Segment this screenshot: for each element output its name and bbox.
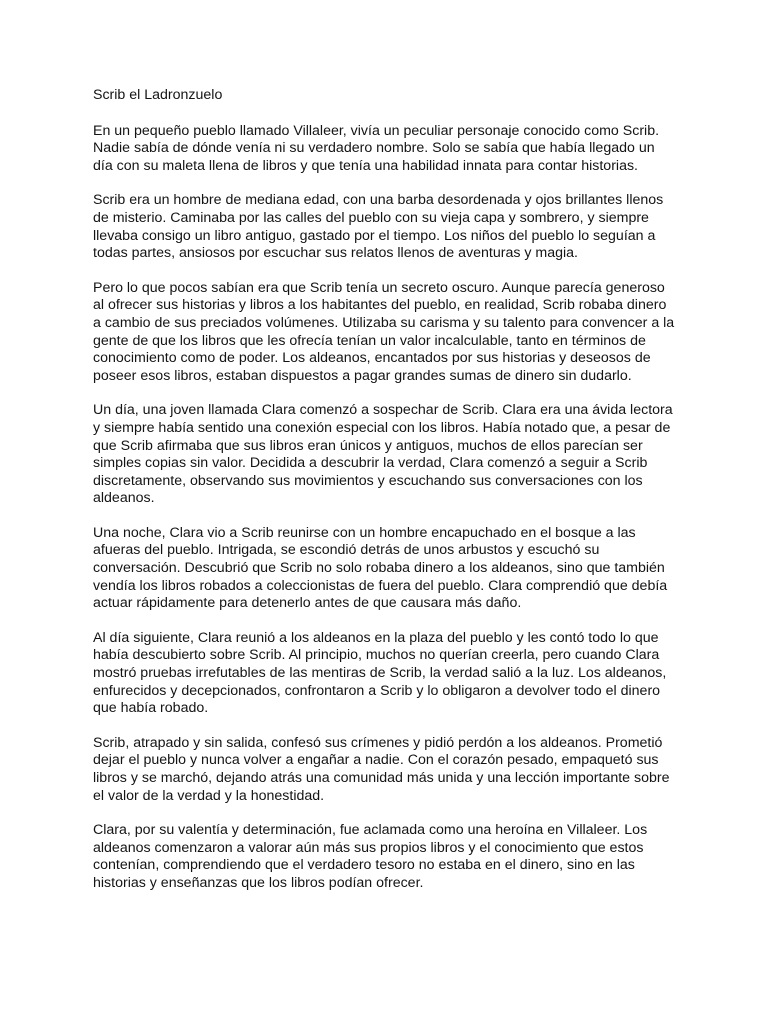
paragraph-line: de misterio. Caminaba por las calles del pueblo con su vieja capa y sombrero, y siempre [93,209,649,226]
paragraph-line: afueras del pueblo. Intrigada, se escondió detrás de unos arbustos y escuchó su [93,542,600,559]
paragraph [93,630,693,718]
paragraph-line: simples copias sin valor. Decidida a descubrir la verdad, Clara comenzó a seguir a Scrib [93,455,648,472]
paragraph-line: a cambio de sus preciados volúmenes. Utilizaba su carisma y su talento para convencer a la [93,314,675,331]
paragraph-line: Pero lo que pocos sabían era que Scrib tenía un secreto oscuro. Aunque parecía generoso [93,279,665,296]
paragraph-line: discretamente, observando sus movimientos y escuchando sus conversaciones con los [93,472,643,489]
paragraph [93,822,693,892]
paragraph-line: el valor de la verdad y la honestidad. [93,787,325,804]
paragraph-line: llevaba consigo un libro antiguo, gastado por el tiempo. Los niños del pueblo lo seguían a [93,227,656,244]
paragraph-line: enfurecidos y decepcionados, confrontaron a Scrib y lo obligaron a devolver todo el dinero [93,682,661,699]
paragraph [93,280,693,386]
paragraph-line: al ofrecer sus historias y libros a los habitantes del pueblo, en realidad, Scrib robaba dinero [93,297,667,314]
document-body [93,123,693,893]
paragraph-line: gente de que los libros que les ofrecía tenían un valor incalculable, tanto en términos de [93,332,646,349]
paragraph-line: contenían, comprendiendo que el verdadero tesoro no estaba en el dinero, sino en las [93,857,635,874]
document-title: Scrib el Ladronzuelo [93,87,223,103]
paragraph-line: que Scrib afirmaba que sus libros eran únicos y antiguos, muchos de ellos parecían ser [93,437,643,454]
paragraph [93,123,693,176]
paragraph-line: Scrib, atrapado y sin salida, confesó sus crímenes y pidió perdón a los aldeanos. Prometió [93,734,663,751]
paragraph-line: conversación. Descubrió que Scrib no solo robaba dinero a los aldeanos, sino que también [93,560,665,577]
paragraph-line: En un pequeño pueblo llamado Villaleer, vivía un peculiar personaje conocido como Scrib. [93,122,660,139]
paragraph [93,402,693,508]
paragraph-line: actuar rápidamente para detenerlo antes de que causara más daño. [93,595,522,612]
paragraph-line: Clara, por su valentía y determinación, fue aclamada como una heroína en Villaleer. Los [93,822,648,839]
paragraph-line: que había robado. [93,700,209,717]
paragraph-line: aldeanos. [93,490,155,507]
paragraph [93,192,693,262]
paragraph-line: dejar el pueblo y nunca volver a engañar a nadie. Con el corazón pesado, empaquetó sus [93,752,659,769]
paragraph-line: poseer esos libros, estaban dispuestos a pagar grandes sumas de dinero sin dudarlo. [93,367,632,384]
paragraph-line: Al día siguiente, Clara reunió a los aldeanos en la plaza del pueblo y les contó todo lo que [93,629,659,646]
paragraph-line: Una noche, Clara vio a Scrib reunirse con un hombre encapuchado en el bosque a las [93,524,636,541]
paragraph-line: mostró pruebas irrefutables de las mentiras de Scrib, la verdad salió a la luz. Los aldeanos, [93,665,667,682]
paragraph-line: vendía los libros robados a coleccionistas de fuera del pueblo. Clara comprendió que debía [93,577,668,594]
paragraph-line: había descubierto sobre Scrib. Al principio, muchos no querían creerla, pero cuando Clara [93,647,660,664]
paragraph [93,525,693,613]
paragraph-line: Nadie sabía de dónde venía ni su verdadero nombre. Solo se sabía que había llegado un [93,140,655,157]
paragraph-line: aldeanos comenzaron a valorar aún más sus propios libros y el conocimiento que estos [93,839,644,856]
paragraph-line: libros y se marchó, dejando atrás una comunidad más unida y una lección importante sobre [93,770,670,786]
paragraph-line: historias y enseñanzas que los libros podían ofrecer. [93,874,424,891]
paragraph-line: Scrib era un hombre de mediana edad, con una barba desordenada y ojos brillantes llenos [93,192,664,209]
document-page [93,87,693,910]
paragraph-line: día con su maleta llena de libros y que tenía una habilidad innata para contar historias. [93,157,638,174]
paragraph-line: Un día, una joven llamada Clara comenzó a sospechar de Scrib. Clara era una ávida lectora [93,402,673,419]
paragraph-line: y siempre había sentido una conexión especial con los libros. Había notado que, a pesar de [93,419,671,436]
paragraph-line: conocimiento como de poder. Los aldeanos, encantados por sus historias y deseosos de [93,350,651,367]
paragraph-line: todas partes, ansiosos por escuchar sus relatos llenos de aventuras y magia. [93,245,579,262]
paragraph [93,735,693,805]
